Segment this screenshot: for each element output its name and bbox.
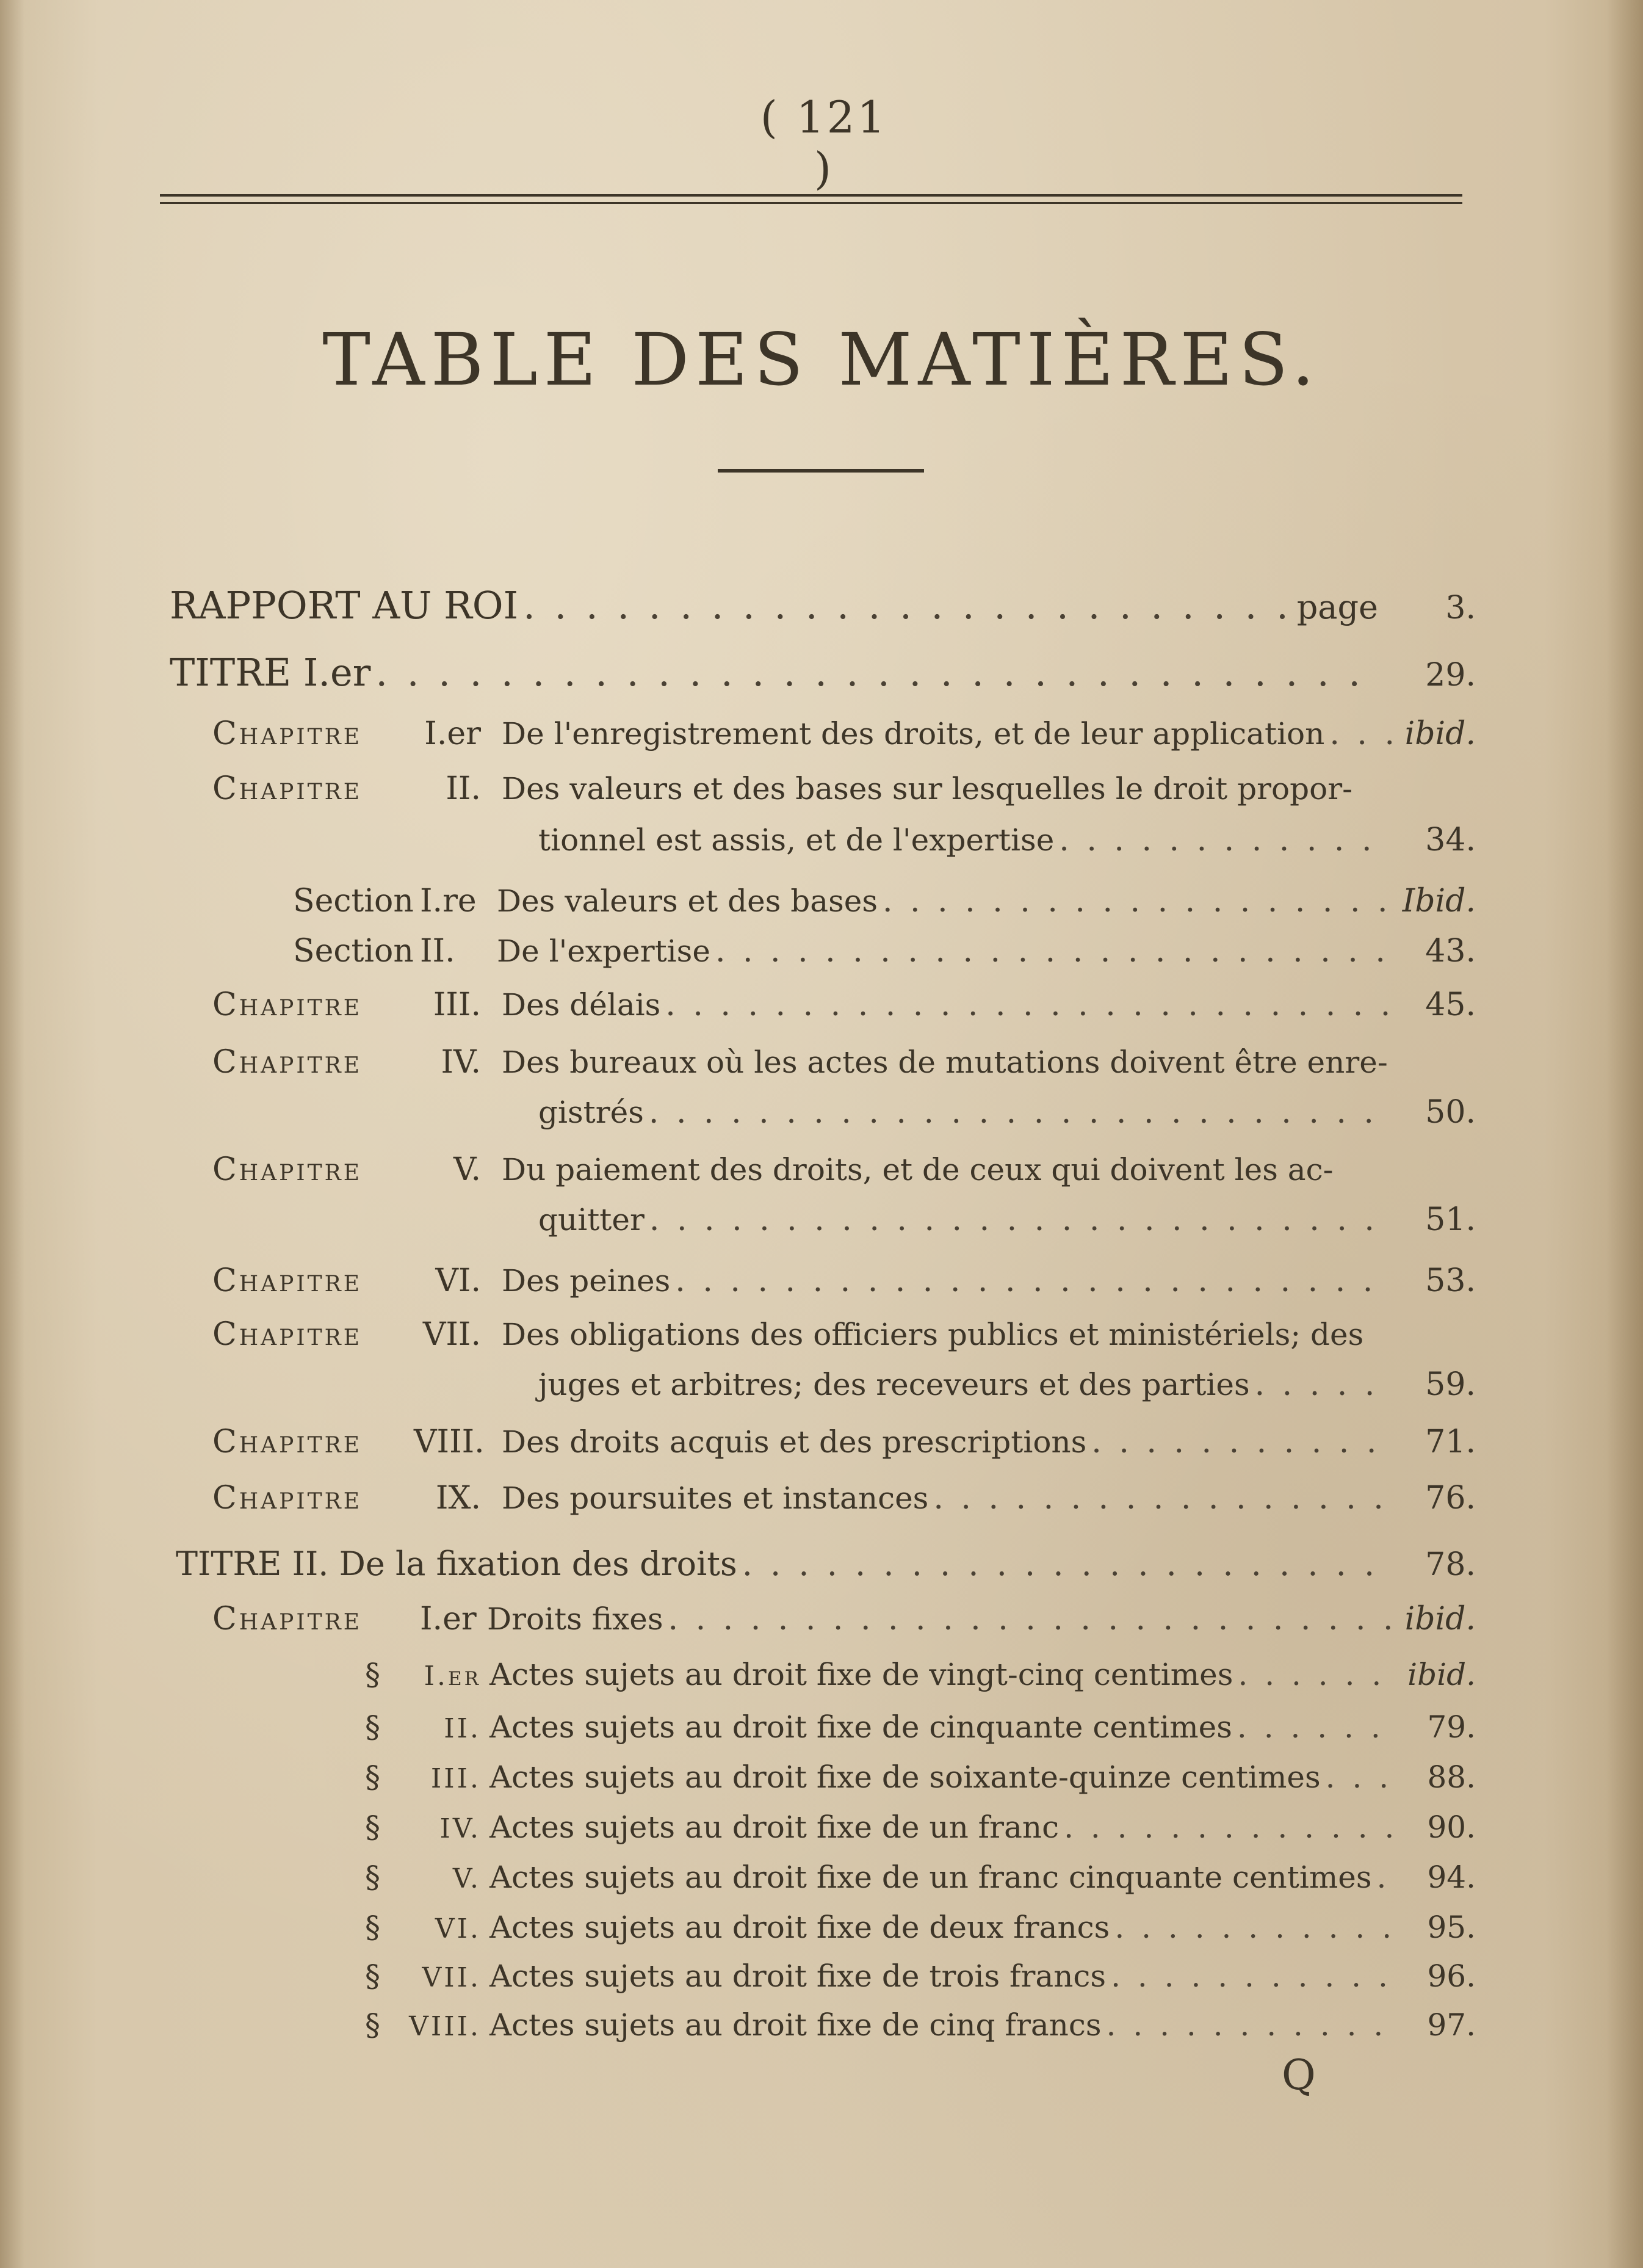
section-sign: § [365, 1709, 380, 1745]
page-ref: 76. [1425, 1480, 1476, 1516]
chapter-kind-label: Chapitre [212, 716, 363, 752]
chapter-number: I.er [424, 716, 481, 752]
chapter-kind-label: Chapitre [212, 987, 363, 1023]
toc-paragraph [365, 1860, 1476, 1908]
toc-paragraph [365, 2007, 1476, 2056]
dot-leader [1237, 1709, 1392, 1745]
dot-leader [375, 650, 1373, 695]
chapter-number: III. [433, 987, 481, 1023]
paragraph-number: IV. [439, 1813, 481, 1844]
toc-entry-rapport [170, 583, 1476, 632]
dot-leader [1107, 2007, 1392, 2043]
dot-leader [1091, 1424, 1392, 1460]
section-sign: § [365, 1958, 380, 1994]
chapter-title: Des peines [502, 1263, 671, 1299]
page-ref: 79. [1427, 1709, 1476, 1745]
section-sign: § [365, 2007, 380, 2043]
page-ref: 29. [1425, 657, 1476, 694]
chapter-title: Des poursuites et instances [502, 1480, 929, 1516]
dot-leader [933, 1480, 1392, 1516]
page-ref: ibid. [1404, 716, 1476, 752]
page-title: TABLE DES MATIÈRES. [322, 317, 1321, 402]
chapter-title: Droits fixes [487, 1601, 663, 1637]
paragraph-number: V. [452, 1863, 481, 1894]
chapter-kind-label: Chapitre [212, 1480, 363, 1516]
section-kind-label: Section [293, 933, 414, 969]
page-word: page [1296, 588, 1378, 626]
chapter-title: Des délais [502, 987, 661, 1023]
paragraph-title: Actes sujets au droit fixe de un franc cinquante centimes [489, 1860, 1372, 1895]
page-ref: 43. [1425, 933, 1476, 969]
section-sign: § [365, 1657, 380, 1692]
chapter-title-continuation: juges et arbitres; des receveurs et des parties [538, 1367, 1250, 1402]
page-ref: 94. [1427, 1860, 1476, 1895]
page-ref: 97. [1427, 2007, 1476, 2043]
paragraph-title: Actes sujets au droit fixe de vingt-cinq centimes [489, 1657, 1233, 1692]
header-double-rule [160, 194, 1462, 204]
dot-leader [1377, 1860, 1404, 1895]
chapter-kind-label: Chapitre [212, 1263, 363, 1299]
paragraph-title: Actes sujets au droit fixe de cinq francs [489, 2007, 1102, 2043]
chapter-number: VII. [422, 1316, 481, 1353]
section-title: De l'expertise [497, 933, 710, 969]
dot-leader [1326, 1759, 1392, 1795]
chapter-title-continuation: gistrés [538, 1095, 644, 1130]
page-ref: 34. [1425, 822, 1476, 858]
page-ref: Ibid. [1402, 883, 1476, 919]
section-title: Des valeurs et des bases [497, 883, 878, 919]
page-ref: 88. [1427, 1759, 1476, 1795]
chapter-title: Des obligations des officiers publics et ministériels; des [502, 1317, 1364, 1352]
toc-chapter [212, 716, 1476, 764]
chapter-kind-label: Chapitre [212, 1151, 363, 1188]
paragraph-title: Actes sujets au droit fixe de un franc [489, 1810, 1060, 1845]
entry-label: TITRE I.er [170, 650, 371, 695]
section-number: II. [420, 933, 455, 969]
chapter-number: IV. [441, 1044, 481, 1081]
dot-leader [1329, 716, 1392, 752]
dot-leader [1238, 1657, 1392, 1692]
chapter-number: I.er [420, 1601, 477, 1637]
paragraph-number: VI. [435, 1913, 481, 1944]
toc-chapter [212, 770, 1476, 874]
chapter-title-continuation: tionnel est assis, et de l'expertise [538, 822, 1055, 858]
dot-leader [1064, 1810, 1392, 1845]
paragraph-number: I.er [424, 1661, 481, 1692]
paragraph-title: Actes sujets au droit fixe de deux francs [489, 1910, 1110, 1945]
page-ref: 59. [1425, 1366, 1476, 1403]
dot-leader [649, 1094, 1392, 1131]
toc-paragraph [365, 1910, 1476, 1958]
chapter-title: Du paiement des droits, et de ceux qui doivent les ac- [502, 1152, 1334, 1187]
toc-entry-titre-2 [176, 1545, 1476, 1593]
page-ref: 3. [1445, 590, 1476, 626]
catchword: Q [1282, 2051, 1316, 2100]
toc-paragraph [365, 1709, 1476, 1758]
page-number: ( 121 ) [760, 92, 888, 194]
paragraph-number: VII. [422, 1962, 481, 1993]
chapter-title-continuation: quitter [538, 1202, 645, 1237]
toc-paragraph [365, 1759, 1476, 1808]
paragraph-title: Actes sujets au droit fixe de trois francs [489, 1958, 1107, 1994]
toc-chapter [212, 1044, 1476, 1148]
paragraph-title: Actes sujets au droit fixe de soixante-quinze centimes [489, 1759, 1321, 1795]
page-ref: ibid. [1407, 1657, 1476, 1692]
section-sign: § [365, 1759, 380, 1795]
toc-chapter [212, 1601, 1476, 1650]
chapter-kind-label: Chapitre [212, 1601, 363, 1637]
chapter-number: II. [446, 770, 481, 807]
page-ref: 78. [1425, 1546, 1476, 1583]
page-ref: 96. [1427, 1958, 1476, 1994]
chapter-number: VIII. [414, 1424, 485, 1460]
dot-leader [668, 1601, 1392, 1637]
dot-leader [715, 933, 1392, 969]
chapter-number: V. [453, 1151, 481, 1188]
entry-label: TITRE II. De la fixation des droits [176, 1545, 737, 1583]
dot-leader [883, 883, 1392, 919]
dot-leader [1255, 1366, 1392, 1403]
dot-leader [665, 987, 1392, 1023]
toc-chapter [212, 987, 1476, 1035]
dot-leader [1059, 822, 1392, 858]
paragraph-number: II. [444, 1713, 481, 1744]
page-ref: 90. [1427, 1810, 1476, 1845]
section-sign: § [365, 1910, 380, 1945]
title-underline-rule [718, 469, 924, 473]
chapter-kind-label: Chapitre [212, 1424, 363, 1460]
section-kind-label: Section [293, 883, 414, 919]
page-ref: ibid. [1404, 1601, 1476, 1637]
chapter-title: Des bureaux où les actes de mutations doivent être enre- [502, 1045, 1388, 1080]
section-number: I.re [420, 883, 477, 919]
dot-leader [649, 1201, 1392, 1238]
paragraph-number: III. [430, 1763, 481, 1794]
dot-leader [675, 1263, 1392, 1299]
chapter-title: Des valeurs et des bases sur lesquelles le droit propor- [502, 771, 1353, 806]
chapter-kind-label: Chapitre [212, 1044, 363, 1081]
toc-entry-titre-1 [170, 650, 1476, 699]
chapter-title: Des droits acquis et des prescriptions [502, 1424, 1087, 1460]
section-sign: § [365, 1860, 380, 1895]
toc-chapter [212, 1424, 1476, 1473]
chapter-number: IX. [435, 1480, 481, 1516]
page-ref: 51. [1425, 1201, 1476, 1238]
dot-leader [1111, 1958, 1392, 1994]
chapter-title: De l'enregistrement des droits, et de leur application [502, 716, 1325, 752]
toc-chapter [212, 1480, 1476, 1529]
chapter-kind-label: Chapitre [212, 1316, 363, 1353]
section-sign: § [365, 1810, 380, 1845]
dot-leader [742, 1545, 1392, 1583]
chapter-kind-label: Chapitre [212, 770, 363, 807]
page-ref: 45. [1425, 987, 1476, 1023]
page-ref: 95. [1427, 1910, 1476, 1945]
page-ref: 50. [1425, 1094, 1476, 1131]
chapter-number: VI. [435, 1263, 481, 1299]
paragraph-title: Actes sujets au droit fixe de cinquante centimes [489, 1709, 1232, 1745]
page-ref: 53. [1425, 1263, 1476, 1299]
toc-paragraph [365, 1958, 1476, 2007]
toc-chapter [212, 1316, 1476, 1420]
toc-section [293, 933, 1476, 982]
toc-paragraph [365, 1810, 1476, 1858]
dot-leader [523, 583, 1292, 628]
toc-chapter [212, 1151, 1476, 1255]
dot-leader [1114, 1910, 1392, 1945]
toc-chapter [212, 1263, 1476, 1311]
entry-label: RAPPORT AU ROI [170, 583, 519, 628]
paragraph-number: VIII. [409, 2011, 481, 2042]
page-ref: 71. [1425, 1424, 1476, 1460]
toc-paragraph [365, 1657, 1476, 1706]
toc-section [293, 883, 1476, 932]
